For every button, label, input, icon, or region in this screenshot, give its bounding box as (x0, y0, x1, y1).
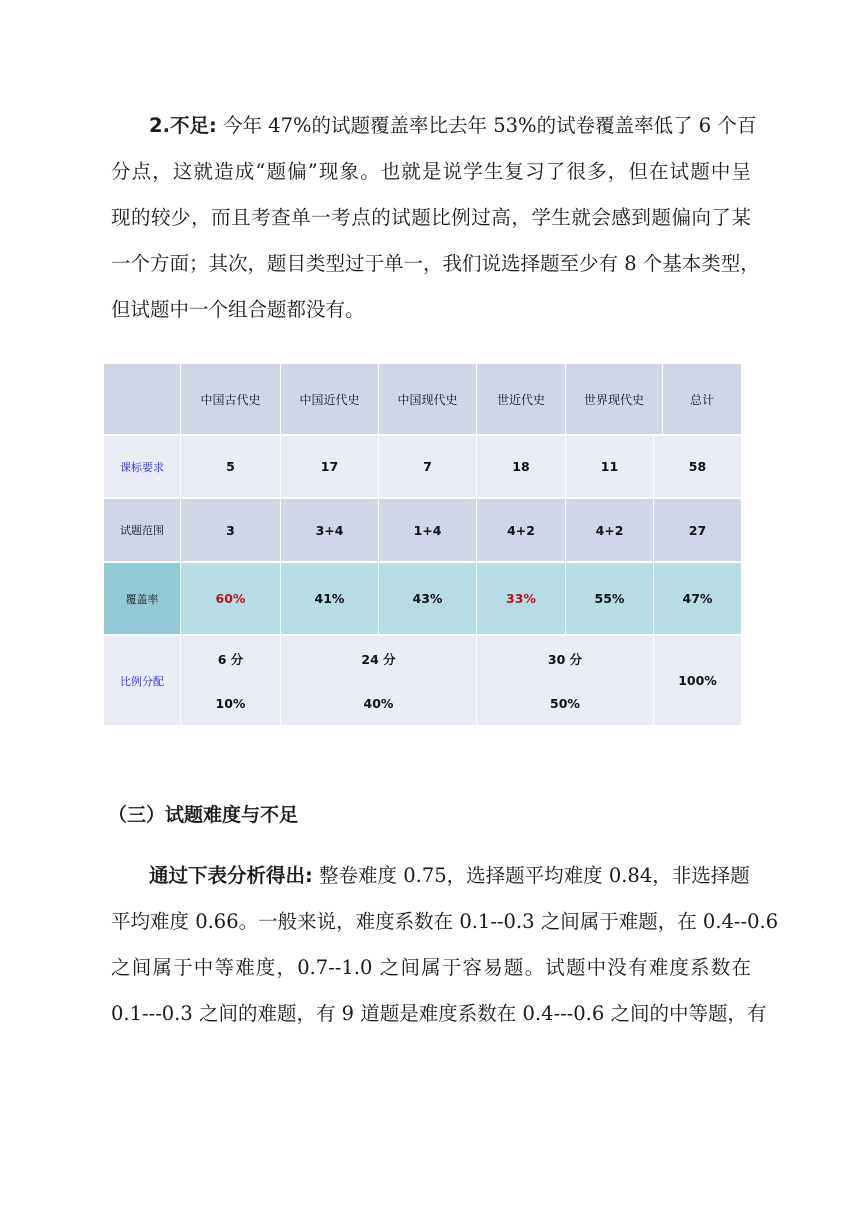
table-cell: 3 (181, 499, 280, 561)
table-cell: 43% (379, 563, 476, 634)
percent-value: 40% (363, 696, 394, 711)
row-label-curriculum: 课标要求 (104, 436, 180, 497)
table-cell: 4+2 (566, 499, 653, 561)
table-cell: 60% (181, 563, 280, 634)
table-cell: 17 (281, 436, 378, 497)
paragraph-line: 分点，这就造成“题偏”现象。也就是说学生复习了很多，但在试题中呈 (111, 160, 751, 183)
table-cell: 4+2 (477, 499, 565, 561)
table-cell: 55% (566, 563, 653, 634)
paragraph-text: 整卷难度 0.75，选择题平均难度 0.84，非选择题 (319, 864, 750, 887)
score-value: 6 分 (217, 652, 244, 667)
score-value: 30 分 (547, 652, 583, 667)
table-header-cell: 总计 (663, 364, 741, 434)
paragraph-line: 平均难度 0.66。一般来说，难度系数在 0.1--0.3 之间属于难题，在 0.4--0.6 (111, 910, 779, 933)
table-header-cell: 世近代史 (477, 364, 565, 434)
coverage-table (104, 364, 741, 725)
table-cell: 1+4 (379, 499, 476, 561)
paragraph-line (149, 856, 750, 896)
section-heading: （三）试题难度与不足 (108, 804, 299, 826)
paragraph-text: 今年 47%的试题覆盖率比去年 53%的试卷覆盖率低了 6 个百 (222, 114, 757, 137)
row-label-coverage: 覆盖率 (104, 563, 180, 634)
paragraph-line: 一个方面；其次，题目类型过于单一，我们说选择题至少有 8 个基本类型， (111, 252, 760, 275)
table-cell: 33% (477, 563, 565, 634)
table-cell-group (281, 636, 476, 725)
table-header-cell: 中国古代史 (181, 364, 280, 434)
table-header-cell: 中国近代史 (281, 364, 378, 434)
table-header-cell: 世界现代史 (566, 364, 662, 434)
table-cell: 100% (654, 636, 741, 725)
table-header-cell: 中国现代史 (379, 364, 476, 434)
table-cell: 7 (379, 436, 476, 497)
paragraph-line: 但试题中一个组合题都没有。 (111, 298, 365, 321)
percent-value: 10% (215, 696, 246, 711)
paragraph-line: 之间属于中等难度，0.7--1.0 之间属于容易题。试题中没有难度系数在 (111, 956, 751, 979)
table-corner-cell (104, 364, 180, 434)
paragraph-label: 2.不足: (149, 114, 217, 137)
table-cell: 18 (477, 436, 565, 497)
score-value: 24 分 (361, 652, 396, 667)
table-cell-group (477, 636, 653, 725)
paragraph-line: 0.1---0.3 之间的难题，有 9 道题是难度系数在 0.4---0.6 之间的中等题，有 (111, 1002, 767, 1025)
percent-value: 50% (550, 696, 580, 711)
row-label-proportion: 比例分配 (104, 636, 180, 725)
table-cell: 27 (654, 499, 741, 561)
paragraph-line (149, 106, 756, 146)
table-cell: 47% (654, 563, 741, 634)
table-cell: 3+4 (281, 499, 378, 561)
paragraph-label: 通过下表分析得出: (149, 864, 313, 887)
row-label-scope: 试题范围 (104, 499, 180, 561)
table-cell: 11 (566, 436, 653, 497)
table-cell: 41% (281, 563, 378, 634)
table-cell: 58 (654, 436, 741, 497)
table-cell: 5 (181, 436, 280, 497)
table-cell-group (181, 636, 280, 725)
paragraph-line: 现的较少，而且考查单一考点的试题比例过高，学生就会感到题偏向了某 (111, 206, 751, 229)
